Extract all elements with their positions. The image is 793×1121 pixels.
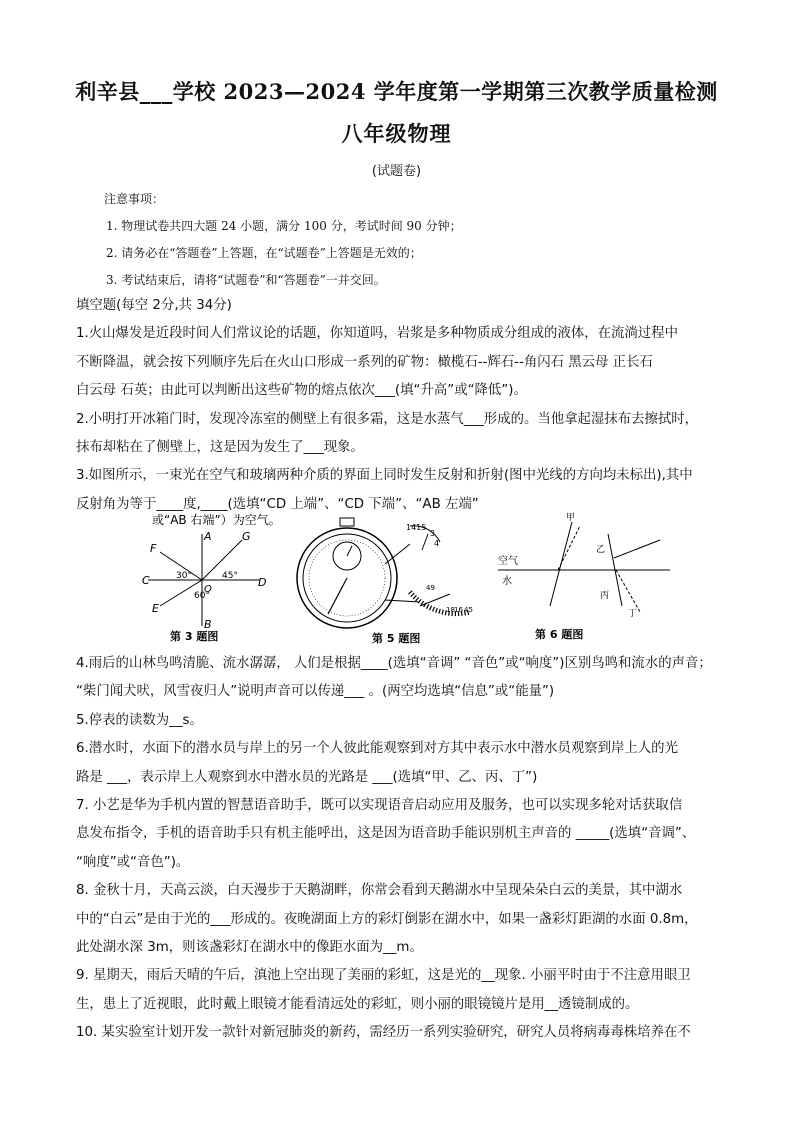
figure-6-caption: 第 6 题图 <box>535 628 584 641</box>
bottom-zoom-16: 16 <box>454 606 463 614</box>
angle-45: 45° <box>222 571 238 581</box>
question-7-line: 息发布指令，手机的语音助手只有机主能呼出，这是因为语音助手能识别机主声音的 _____(选填“音调”、 <box>76 826 696 842</box>
question-2-line: 抹布却粘在了侧壁上，这是因为发生了___现象。 <box>76 440 364 456</box>
top-zoom-4: 4 <box>434 539 440 548</box>
figure-6 <box>498 512 670 641</box>
question-9-line: 9. 星期天，雨后天晴的午后，滇池上空出现了美丽的彩虹，这是光的__现象. 小丽平时由于不注意用眼卫 <box>76 968 691 984</box>
question-8-line: 此处湖水深 3m，则该盏彩灯在湖水中的像距水面为__m。 <box>76 940 423 956</box>
question-1-line: 1.火山爆发是近段时间人们常议论的话题，你知道吗，岩浆是多种物质成分组成的液体，在流淌过程中 <box>76 326 678 342</box>
label-jia: 甲 <box>566 513 576 523</box>
note-item: 2. 请务必在“答题卷”上答题，在“试题卷”上答题是无效的； <box>106 246 422 260</box>
label-a: A <box>204 530 212 543</box>
label-water: 水 <box>502 576 512 587</box>
question-4-line: “柴门闻犬吠，风雪夜归人”说明声音可以传递___ 。(两空均选填“信息”或“能量”) <box>76 684 555 700</box>
label-bing: 丙 <box>600 591 610 601</box>
question-8-line: 中的“白云”是由于光的___形成的。夜晚湖面上方的彩灯倒影在湖水中，如果一盏彩灯距湖的水面 0.8m， <box>76 911 698 927</box>
question-1-line: 不断降温，就会按下列顺序先后在火山口形成一系列的矿物：橄榄石--辉石--角闪石 黑云母 正长石 <box>76 354 653 370</box>
question-7-line: “响度”或“音色”)。 <box>76 854 190 870</box>
bottom-zoom-45: 45 <box>464 606 473 614</box>
top-zoom-hand <box>422 534 428 550</box>
bottom-zoom-49: 49 <box>426 584 435 592</box>
label-e: E <box>152 602 159 615</box>
notes-block <box>104 186 744 294</box>
figure-5-caption: 第 5 题图 <box>372 632 421 645</box>
label-g: G <box>242 530 251 543</box>
label-f: F <box>150 542 157 555</box>
question-1-line: 白云母 石英；由此可以判断出这些矿物的熔点依次___(填“升高”或“降低”)。 <box>76 383 527 399</box>
path-upper-right <box>614 540 660 558</box>
section-heading: 填空题(每空 2分,共 34分) <box>76 298 232 313</box>
note-item: 1. 物理试卷共四大题 24 小题，满分 100 分，考试时间 90 分钟； <box>106 219 462 233</box>
path-ding <box>616 570 640 612</box>
label-ding: 丁 <box>628 609 638 619</box>
label-yi: 乙 <box>596 545 606 555</box>
stopwatch-crown <box>340 518 354 526</box>
paper-tag: (试题卷) <box>371 164 422 179</box>
question-6-line: 6.潜水时，水面下的潜水员与岸上的另一个人彼此能观察到对方其中表示水中潜水员观察到岸上人的光 <box>76 741 678 757</box>
questions-bottom <box>76 650 724 1048</box>
angle-60: 60° <box>194 591 210 601</box>
label-air: 空气 <box>498 556 518 567</box>
page-title: 利辛县___学校 2023—2024 学年度第一学期第三次教学质量检测 <box>75 79 718 104</box>
questions-top <box>76 292 724 519</box>
top-zoom-3: 3 <box>430 529 436 538</box>
question-2-line: 2.小明打开冰箱门时，发现冷冻室的侧壁上有很多霜，这是水蒸气___形成的。当他拿起湿抹布去擦拭时， <box>76 411 699 427</box>
label-d: D <box>258 576 267 589</box>
figure-3-caption: 第 3 题图 <box>170 630 219 643</box>
page-subtitle: 八年级物理 <box>341 121 452 146</box>
label-b: B <box>204 618 212 631</box>
bottom-zoom-hand <box>420 594 450 606</box>
top-zoom-numbers: 1415 <box>406 523 427 532</box>
question-10-line: 10. 某实验室计划开发一款针对新冠肺炎的新药，需经历一系列实验研究，研究人员将病毒毒株培养在不 <box>76 1025 691 1041</box>
bottom-zoom-18: 18 <box>446 606 455 614</box>
figure-3 <box>142 530 266 643</box>
figures-row <box>130 512 730 652</box>
question-8-line: 8. 金秋十月，天高云淡，白天漫步于天鹅湖畔，你常会看到天鹅湖水中呈现朵朵白云的美景，其中湖水 <box>76 883 683 899</box>
question-4-line: 4.雨后的山林鸟鸣清脆、流水潺潺， 人们是根据____(选填“音调” “音色”或“响度”)区别鸟鸣和流水的声音； <box>76 656 712 671</box>
question-3-line: 反射角为等于____度,____(选填“CD 上端”、“CD 下端”、“AB 左端” <box>76 496 479 512</box>
question-9-line: 生，患上了近视眼，此时戴上眼镜才能看清远处的彩虹，则小丽的眼镜镜片是用__透镜制成的。 <box>76 996 639 1012</box>
question-6-line: 路是 ___，表示岸上人观察到水中潜水员的光路是 ___(选填“甲、乙、丙、丁”) <box>76 769 538 785</box>
label-o: O <box>204 584 212 595</box>
figure-5 <box>297 518 473 645</box>
angle-30: 30° <box>176 571 192 581</box>
question-5-line: 5.停表的读数为__s。 <box>76 712 203 728</box>
question-3-line: 3.如图所示，一束光在空气和玻璃两种介质的界面上同时发生反射和折射(图中光线的方向均未标出),其中 <box>76 468 693 484</box>
notes-heading: 注意事项： <box>104 192 165 206</box>
question-7-line: 7. 小艺是华为手机内置的智慧语音助手，既可以实现语音启动应用及服务，也可以实现多轮对话获取信 <box>76 798 683 814</box>
figure-3-continuation: 或“AB 右端”）为空气。 <box>152 513 281 527</box>
label-c: C <box>142 574 150 587</box>
note-item: 3. 考试结束后，请将“试题卷”和“答题卷”一并交回。 <box>106 273 386 287</box>
